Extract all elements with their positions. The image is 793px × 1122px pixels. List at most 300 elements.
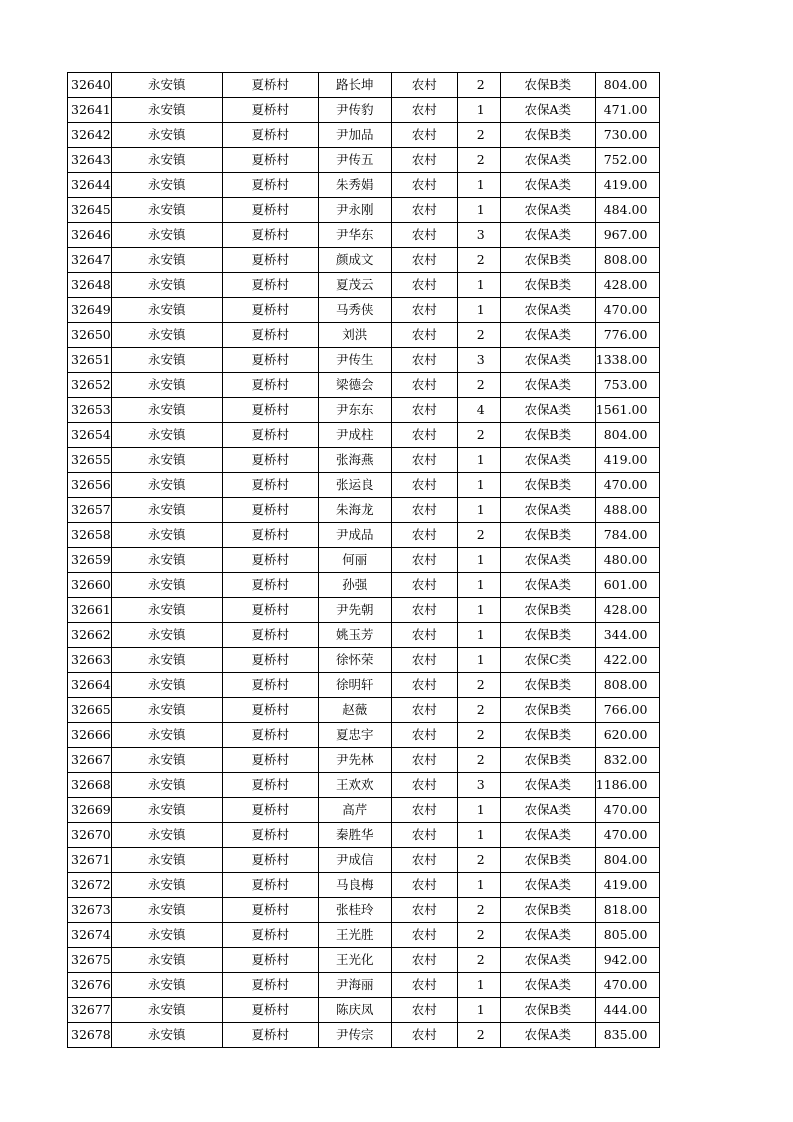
table-row bbox=[68, 748, 660, 773]
town-cell: 永安镇 bbox=[111, 873, 222, 898]
amount-cell: 1338.00 bbox=[595, 348, 660, 373]
table-row bbox=[68, 273, 660, 298]
count-cell: 2 bbox=[457, 698, 500, 723]
table-row bbox=[68, 348, 660, 373]
name-cell: 尹传生 bbox=[318, 348, 391, 373]
amount-cell: 835.00 bbox=[595, 1023, 660, 1048]
count-cell: 1 bbox=[457, 623, 500, 648]
record-id-cell: 32653 bbox=[68, 398, 112, 423]
record-id-cell: 32670 bbox=[68, 823, 112, 848]
table-row bbox=[68, 773, 660, 798]
table-row bbox=[68, 623, 660, 648]
record-id-cell: 32652 bbox=[68, 373, 112, 398]
name-cell: 张桂玲 bbox=[318, 898, 391, 923]
table-row bbox=[68, 473, 660, 498]
amount-cell: 480.00 bbox=[595, 548, 660, 573]
table-row bbox=[68, 73, 660, 98]
name-cell: 朱秀娟 bbox=[318, 173, 391, 198]
count-cell: 1 bbox=[457, 973, 500, 998]
town-cell: 永安镇 bbox=[111, 398, 222, 423]
table-row bbox=[68, 898, 660, 923]
count-cell: 1 bbox=[457, 448, 500, 473]
name-cell: 何丽 bbox=[318, 548, 391, 573]
town-cell: 永安镇 bbox=[111, 998, 222, 1023]
village-cell: 夏桥村 bbox=[222, 923, 318, 948]
village-cell: 夏桥村 bbox=[222, 423, 318, 448]
table-row bbox=[68, 823, 660, 848]
type-cell: 农村 bbox=[391, 373, 457, 398]
amount-cell: 804.00 bbox=[595, 423, 660, 448]
name-cell: 尹成信 bbox=[318, 848, 391, 873]
amount-cell: 422.00 bbox=[595, 648, 660, 673]
table-row bbox=[68, 998, 660, 1023]
record-id-cell: 32675 bbox=[68, 948, 112, 973]
amount-cell: 753.00 bbox=[595, 373, 660, 398]
record-id-cell: 32677 bbox=[68, 998, 112, 1023]
record-id-cell: 32668 bbox=[68, 773, 112, 798]
village-cell: 夏桥村 bbox=[222, 873, 318, 898]
record-id-cell: 32643 bbox=[68, 148, 112, 173]
category-cell: 农保A类 bbox=[500, 823, 595, 848]
village-cell: 夏桥村 bbox=[222, 973, 318, 998]
village-cell: 夏桥村 bbox=[222, 323, 318, 348]
village-cell: 夏桥村 bbox=[222, 473, 318, 498]
amount-cell: 484.00 bbox=[595, 198, 660, 223]
record-id-cell: 32664 bbox=[68, 673, 112, 698]
town-cell: 永安镇 bbox=[111, 598, 222, 623]
count-cell: 1 bbox=[457, 823, 500, 848]
town-cell: 永安镇 bbox=[111, 373, 222, 398]
village-cell: 夏桥村 bbox=[222, 398, 318, 423]
category-cell: 农保A类 bbox=[500, 323, 595, 348]
record-id-cell: 32678 bbox=[68, 1023, 112, 1048]
village-cell: 夏桥村 bbox=[222, 723, 318, 748]
town-cell: 永安镇 bbox=[111, 773, 222, 798]
town-cell: 永安镇 bbox=[111, 498, 222, 523]
record-id-cell: 32659 bbox=[68, 548, 112, 573]
table-row bbox=[68, 948, 660, 973]
record-id-cell: 32674 bbox=[68, 923, 112, 948]
count-cell: 4 bbox=[457, 398, 500, 423]
type-cell: 农村 bbox=[391, 998, 457, 1023]
town-cell: 永安镇 bbox=[111, 98, 222, 123]
name-cell: 陈庆凤 bbox=[318, 998, 391, 1023]
table-row bbox=[68, 248, 660, 273]
type-cell: 农村 bbox=[391, 848, 457, 873]
village-cell: 夏桥村 bbox=[222, 298, 318, 323]
count-cell: 1 bbox=[457, 798, 500, 823]
table-body bbox=[68, 73, 660, 1048]
count-cell: 2 bbox=[457, 148, 500, 173]
type-cell: 农村 bbox=[391, 498, 457, 523]
name-cell: 尹海丽 bbox=[318, 973, 391, 998]
town-cell: 永安镇 bbox=[111, 1023, 222, 1048]
amount-cell: 488.00 bbox=[595, 498, 660, 523]
table-row bbox=[68, 448, 660, 473]
count-cell: 2 bbox=[457, 898, 500, 923]
town-cell: 永安镇 bbox=[111, 298, 222, 323]
count-cell: 1 bbox=[457, 298, 500, 323]
amount-cell: 805.00 bbox=[595, 923, 660, 948]
town-cell: 永安镇 bbox=[111, 798, 222, 823]
town-cell: 永安镇 bbox=[111, 723, 222, 748]
count-cell: 3 bbox=[457, 348, 500, 373]
name-cell: 尹先朝 bbox=[318, 598, 391, 623]
category-cell: 农保B类 bbox=[500, 673, 595, 698]
village-cell: 夏桥村 bbox=[222, 523, 318, 548]
town-cell: 永安镇 bbox=[111, 323, 222, 348]
record-id-cell: 32673 bbox=[68, 898, 112, 923]
name-cell: 刘洪 bbox=[318, 323, 391, 348]
count-cell: 2 bbox=[457, 748, 500, 773]
data-table bbox=[67, 72, 660, 1048]
type-cell: 农村 bbox=[391, 948, 457, 973]
amount-cell: 419.00 bbox=[595, 448, 660, 473]
amount-cell: 804.00 bbox=[595, 73, 660, 98]
record-id-cell: 32676 bbox=[68, 973, 112, 998]
type-cell: 农村 bbox=[391, 723, 457, 748]
town-cell: 永安镇 bbox=[111, 423, 222, 448]
category-cell: 农保A类 bbox=[500, 198, 595, 223]
name-cell: 尹先林 bbox=[318, 748, 391, 773]
record-id-cell: 32661 bbox=[68, 598, 112, 623]
name-cell: 秦胜华 bbox=[318, 823, 391, 848]
village-cell: 夏桥村 bbox=[222, 148, 318, 173]
village-cell: 夏桥村 bbox=[222, 648, 318, 673]
count-cell: 2 bbox=[457, 923, 500, 948]
amount-cell: 752.00 bbox=[595, 148, 660, 173]
amount-cell: 818.00 bbox=[595, 898, 660, 923]
table-row bbox=[68, 923, 660, 948]
record-id-cell: 32654 bbox=[68, 423, 112, 448]
count-cell: 1 bbox=[457, 273, 500, 298]
category-cell: 农保A类 bbox=[500, 373, 595, 398]
type-cell: 农村 bbox=[391, 98, 457, 123]
type-cell: 农村 bbox=[391, 773, 457, 798]
category-cell: 农保B类 bbox=[500, 748, 595, 773]
name-cell: 尹成柱 bbox=[318, 423, 391, 448]
category-cell: 农保A类 bbox=[500, 923, 595, 948]
name-cell: 颜成文 bbox=[318, 248, 391, 273]
count-cell: 2 bbox=[457, 523, 500, 548]
category-cell: 农保A类 bbox=[500, 548, 595, 573]
amount-cell: 766.00 bbox=[595, 698, 660, 723]
count-cell: 2 bbox=[457, 123, 500, 148]
count-cell: 1 bbox=[457, 173, 500, 198]
type-cell: 农村 bbox=[391, 923, 457, 948]
name-cell: 梁德会 bbox=[318, 373, 391, 398]
record-id-cell: 32667 bbox=[68, 748, 112, 773]
village-cell: 夏桥村 bbox=[222, 223, 318, 248]
village-cell: 夏桥村 bbox=[222, 823, 318, 848]
name-cell: 尹传宗 bbox=[318, 1023, 391, 1048]
town-cell: 永安镇 bbox=[111, 248, 222, 273]
table-row bbox=[68, 123, 660, 148]
town-cell: 永安镇 bbox=[111, 473, 222, 498]
village-cell: 夏桥村 bbox=[222, 173, 318, 198]
village-cell: 夏桥村 bbox=[222, 123, 318, 148]
type-cell: 农村 bbox=[391, 173, 457, 198]
type-cell: 农村 bbox=[391, 198, 457, 223]
count-cell: 2 bbox=[457, 373, 500, 398]
name-cell: 马秀侠 bbox=[318, 298, 391, 323]
name-cell: 尹传五 bbox=[318, 148, 391, 173]
record-id-cell: 32644 bbox=[68, 173, 112, 198]
type-cell: 农村 bbox=[391, 973, 457, 998]
table-row bbox=[68, 698, 660, 723]
count-cell: 2 bbox=[457, 323, 500, 348]
table-row bbox=[68, 523, 660, 548]
amount-cell: 601.00 bbox=[595, 573, 660, 598]
table-row bbox=[68, 173, 660, 198]
table-row bbox=[68, 798, 660, 823]
count-cell: 1 bbox=[457, 473, 500, 498]
town-cell: 永安镇 bbox=[111, 823, 222, 848]
count-cell: 2 bbox=[457, 248, 500, 273]
record-id-cell: 32656 bbox=[68, 473, 112, 498]
village-cell: 夏桥村 bbox=[222, 598, 318, 623]
count-cell: 2 bbox=[457, 948, 500, 973]
category-cell: 农保B类 bbox=[500, 273, 595, 298]
name-cell: 尹成品 bbox=[318, 523, 391, 548]
village-cell: 夏桥村 bbox=[222, 573, 318, 598]
category-cell: 农保C类 bbox=[500, 648, 595, 673]
name-cell: 路长坤 bbox=[318, 73, 391, 98]
type-cell: 农村 bbox=[391, 823, 457, 848]
village-cell: 夏桥村 bbox=[222, 748, 318, 773]
name-cell: 尹东东 bbox=[318, 398, 391, 423]
category-cell: 农保B类 bbox=[500, 723, 595, 748]
village-cell: 夏桥村 bbox=[222, 698, 318, 723]
category-cell: 农保A类 bbox=[500, 348, 595, 373]
type-cell: 农村 bbox=[391, 648, 457, 673]
count-cell: 2 bbox=[457, 723, 500, 748]
record-id-cell: 32649 bbox=[68, 298, 112, 323]
amount-cell: 470.00 bbox=[595, 823, 660, 848]
town-cell: 永安镇 bbox=[111, 548, 222, 573]
category-cell: 农保B类 bbox=[500, 998, 595, 1023]
name-cell: 尹永刚 bbox=[318, 198, 391, 223]
category-cell: 农保A类 bbox=[500, 948, 595, 973]
table-row bbox=[68, 498, 660, 523]
count-cell: 2 bbox=[457, 1023, 500, 1048]
town-cell: 永安镇 bbox=[111, 173, 222, 198]
type-cell: 农村 bbox=[391, 573, 457, 598]
category-cell: 农保A类 bbox=[500, 98, 595, 123]
count-cell: 1 bbox=[457, 498, 500, 523]
record-id-cell: 32662 bbox=[68, 623, 112, 648]
category-cell: 农保A类 bbox=[500, 573, 595, 598]
town-cell: 永安镇 bbox=[111, 73, 222, 98]
table-row bbox=[68, 873, 660, 898]
table-row bbox=[68, 98, 660, 123]
count-cell: 1 bbox=[457, 198, 500, 223]
type-cell: 农村 bbox=[391, 748, 457, 773]
category-cell: 农保A类 bbox=[500, 223, 595, 248]
name-cell: 王光化 bbox=[318, 948, 391, 973]
amount-cell: 419.00 bbox=[595, 173, 660, 198]
record-id-cell: 32648 bbox=[68, 273, 112, 298]
type-cell: 农村 bbox=[391, 798, 457, 823]
amount-cell: 808.00 bbox=[595, 248, 660, 273]
count-cell: 1 bbox=[457, 573, 500, 598]
town-cell: 永安镇 bbox=[111, 698, 222, 723]
town-cell: 永安镇 bbox=[111, 623, 222, 648]
town-cell: 永安镇 bbox=[111, 448, 222, 473]
type-cell: 农村 bbox=[391, 623, 457, 648]
amount-cell: 804.00 bbox=[595, 848, 660, 873]
village-cell: 夏桥村 bbox=[222, 348, 318, 373]
table-row bbox=[68, 198, 660, 223]
category-cell: 农保A类 bbox=[500, 1023, 595, 1048]
town-cell: 永安镇 bbox=[111, 948, 222, 973]
village-cell: 夏桥村 bbox=[222, 1023, 318, 1048]
amount-cell: 1186.00 bbox=[595, 773, 660, 798]
village-cell: 夏桥村 bbox=[222, 623, 318, 648]
count-cell: 1 bbox=[457, 598, 500, 623]
category-cell: 农保A类 bbox=[500, 973, 595, 998]
record-id-cell: 32672 bbox=[68, 873, 112, 898]
category-cell: 农保B类 bbox=[500, 73, 595, 98]
record-id-cell: 32651 bbox=[68, 348, 112, 373]
town-cell: 永安镇 bbox=[111, 848, 222, 873]
type-cell: 农村 bbox=[391, 248, 457, 273]
record-id-cell: 32641 bbox=[68, 98, 112, 123]
town-cell: 永安镇 bbox=[111, 198, 222, 223]
record-id-cell: 32663 bbox=[68, 648, 112, 673]
amount-cell: 730.00 bbox=[595, 123, 660, 148]
amount-cell: 942.00 bbox=[595, 948, 660, 973]
village-cell: 夏桥村 bbox=[222, 848, 318, 873]
name-cell: 尹华东 bbox=[318, 223, 391, 248]
category-cell: 农保A类 bbox=[500, 298, 595, 323]
town-cell: 永安镇 bbox=[111, 523, 222, 548]
village-cell: 夏桥村 bbox=[222, 548, 318, 573]
table-row bbox=[68, 298, 660, 323]
amount-cell: 470.00 bbox=[595, 473, 660, 498]
type-cell: 农村 bbox=[391, 873, 457, 898]
table-row bbox=[68, 223, 660, 248]
name-cell: 尹加品 bbox=[318, 123, 391, 148]
record-id-cell: 32645 bbox=[68, 198, 112, 223]
name-cell: 夏忠宇 bbox=[318, 723, 391, 748]
amount-cell: 832.00 bbox=[595, 748, 660, 773]
table-row bbox=[68, 148, 660, 173]
type-cell: 农村 bbox=[391, 548, 457, 573]
record-id-cell: 32657 bbox=[68, 498, 112, 523]
town-cell: 永安镇 bbox=[111, 923, 222, 948]
table-row bbox=[68, 1023, 660, 1048]
town-cell: 永安镇 bbox=[111, 223, 222, 248]
record-id-cell: 32647 bbox=[68, 248, 112, 273]
amount-cell: 620.00 bbox=[595, 723, 660, 748]
table-row bbox=[68, 548, 660, 573]
amount-cell: 784.00 bbox=[595, 523, 660, 548]
category-cell: 农保B类 bbox=[500, 698, 595, 723]
record-id-cell: 32669 bbox=[68, 798, 112, 823]
village-cell: 夏桥村 bbox=[222, 73, 318, 98]
town-cell: 永安镇 bbox=[111, 748, 222, 773]
table-row bbox=[68, 423, 660, 448]
table-row bbox=[68, 573, 660, 598]
record-id-cell: 32642 bbox=[68, 123, 112, 148]
count-cell: 1 bbox=[457, 998, 500, 1023]
category-cell: 农保A类 bbox=[500, 873, 595, 898]
name-cell: 夏茂云 bbox=[318, 273, 391, 298]
count-cell: 3 bbox=[457, 773, 500, 798]
amount-cell: 470.00 bbox=[595, 798, 660, 823]
table-row bbox=[68, 848, 660, 873]
category-cell: 农保A类 bbox=[500, 498, 595, 523]
count-cell: 1 bbox=[457, 548, 500, 573]
table-row bbox=[68, 648, 660, 673]
record-id-cell: 32655 bbox=[68, 448, 112, 473]
record-id-cell: 32671 bbox=[68, 848, 112, 873]
name-cell: 朱海龙 bbox=[318, 498, 391, 523]
type-cell: 农村 bbox=[391, 598, 457, 623]
village-cell: 夏桥村 bbox=[222, 248, 318, 273]
name-cell: 王欢欢 bbox=[318, 773, 391, 798]
type-cell: 农村 bbox=[391, 223, 457, 248]
category-cell: 农保A类 bbox=[500, 773, 595, 798]
record-id-cell: 32646 bbox=[68, 223, 112, 248]
type-cell: 农村 bbox=[391, 298, 457, 323]
record-id-cell: 32650 bbox=[68, 323, 112, 348]
town-cell: 永安镇 bbox=[111, 673, 222, 698]
count-cell: 1 bbox=[457, 648, 500, 673]
name-cell: 赵薇 bbox=[318, 698, 391, 723]
name-cell: 姚玉芳 bbox=[318, 623, 391, 648]
village-cell: 夏桥村 bbox=[222, 948, 318, 973]
table-row bbox=[68, 723, 660, 748]
table-row bbox=[68, 398, 660, 423]
name-cell: 王光胜 bbox=[318, 923, 391, 948]
type-cell: 农村 bbox=[391, 323, 457, 348]
village-cell: 夏桥村 bbox=[222, 198, 318, 223]
amount-cell: 428.00 bbox=[595, 273, 660, 298]
category-cell: 农保B类 bbox=[500, 423, 595, 448]
category-cell: 农保B类 bbox=[500, 898, 595, 923]
type-cell: 农村 bbox=[391, 73, 457, 98]
name-cell: 马良梅 bbox=[318, 873, 391, 898]
count-cell: 1 bbox=[457, 98, 500, 123]
amount-cell: 444.00 bbox=[595, 998, 660, 1023]
count-cell: 2 bbox=[457, 848, 500, 873]
town-cell: 永安镇 bbox=[111, 148, 222, 173]
category-cell: 农保A类 bbox=[500, 148, 595, 173]
record-id-cell: 32666 bbox=[68, 723, 112, 748]
amount-cell: 470.00 bbox=[595, 298, 660, 323]
town-cell: 永安镇 bbox=[111, 573, 222, 598]
type-cell: 农村 bbox=[391, 673, 457, 698]
village-cell: 夏桥村 bbox=[222, 998, 318, 1023]
record-id-cell: 32660 bbox=[68, 573, 112, 598]
category-cell: 农保B类 bbox=[500, 523, 595, 548]
count-cell: 2 bbox=[457, 73, 500, 98]
amount-cell: 344.00 bbox=[595, 623, 660, 648]
amount-cell: 776.00 bbox=[595, 323, 660, 348]
category-cell: 农保A类 bbox=[500, 173, 595, 198]
amount-cell: 808.00 bbox=[595, 673, 660, 698]
village-cell: 夏桥村 bbox=[222, 448, 318, 473]
count-cell: 2 bbox=[457, 673, 500, 698]
amount-cell: 470.00 bbox=[595, 973, 660, 998]
type-cell: 农村 bbox=[391, 423, 457, 448]
table-row bbox=[68, 973, 660, 998]
type-cell: 农村 bbox=[391, 523, 457, 548]
town-cell: 永安镇 bbox=[111, 973, 222, 998]
category-cell: 农保B类 bbox=[500, 623, 595, 648]
